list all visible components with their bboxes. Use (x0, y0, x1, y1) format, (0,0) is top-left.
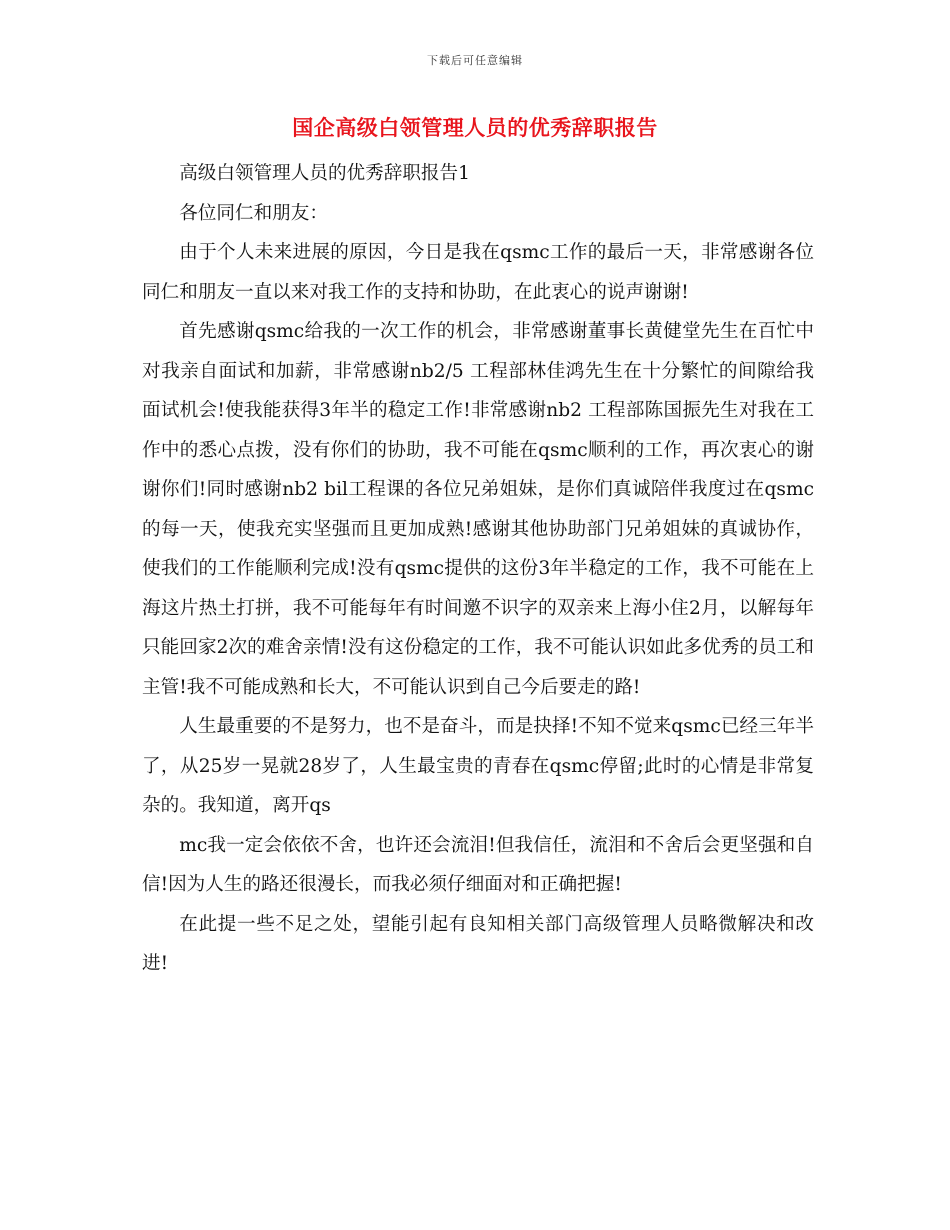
section-heading: 高级白领管理人员的优秀辞职报告1 (179, 163, 470, 184)
body-paragraph: 首先感谢qsmc给我的一次工作的机会，非常感谢董事长黄健堂先生在百忙中对我亲自面试和加薪，非常感谢nb2/5 工程部林佳鸿先生在十分繁忙的间隙给我面试机会!使我能获得3年半的稳定工作!非常感谢nb2 工程部陈国振先生对我在工作中的悉心点拨，没有你们的协助，我不可能在qsmc顺利的工作，再次衷心的谢谢你们!同时感谢nb2 bil工程课的各位兄弟姐妹，是你们真诚陪伴我度过在qsmc的每一天，使我充实坚强而且更加成熟!感谢其他协助部门兄弟姐妹的真诚协作，使我们的工作能顺利完成!没有qsmc提供的这份3年半稳定的工作，我不可能在上海这片热土打拼，我不可能每年有时间邀不识字的双亲来上海小住2月，以解每年只能回家2次的难舍亲情!没有这份稳定的工作，我不可能认识如此多优秀的员工和主管!我不可能成熟和长大，不可能认识到自己今后要走的路! (142, 321, 814, 698)
document-title: 国企高级白领管理人员的优秀辞职报告 (292, 115, 658, 140)
salutation: 各位同仁和朋友： (179, 202, 328, 224)
body-paragraph: 在此提一些不足之处，望能引起有良知相关部门高级管理人员略微解决和改进! (142, 913, 814, 974)
body-paragraph: 人生最重要的不是努力，也不是奋斗，而是抉择!不知不觉来qsmc已经三年半了，从25岁一晃就28岁了，人生最宝贵的青春在qsmc停留;此时的心情是非常复杂的。我知道，离开qs (142, 716, 814, 816)
header-note: 下载后可任意编辑 (427, 54, 523, 67)
body-paragraph: mc我一定会依依不舍，也许还会流泪!但我信任，流泪和不舍后会更坚强和自信!因为人生的路还很漫长，而我必须仔细面对和正确把握! (142, 834, 814, 895)
document-body (142, 154, 814, 984)
body-paragraph: 由于个人未来进展的原因，今日是我在qsmc工作的最后一天，非常感谢各位同仁和朋友一直以来对我工作的支持和协助，在此衷心的说声谢谢! (142, 242, 814, 303)
